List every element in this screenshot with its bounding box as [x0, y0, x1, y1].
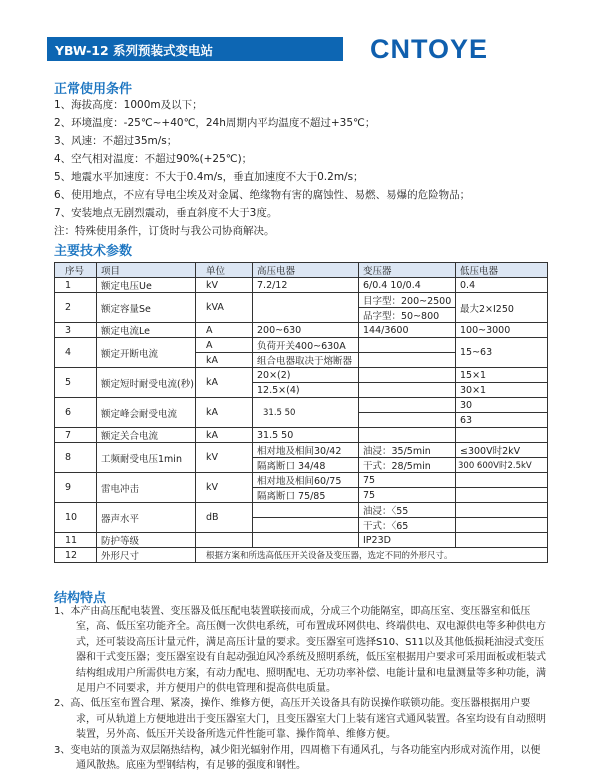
cell [253, 533, 359, 548]
condition-item: 4、空气相对温度：不超过90%(+25℃)； [54, 153, 253, 165]
cell: 0.4 [456, 278, 548, 293]
cell: 3 [55, 323, 97, 338]
cell [253, 503, 359, 518]
cell [359, 398, 456, 413]
cell: 15~63 [456, 338, 548, 368]
cell: 10 [55, 503, 97, 533]
cell: 6/0.4 10/0.4 [359, 278, 456, 293]
cell: 12.5×(4) [253, 383, 359, 398]
table-row [55, 503, 548, 518]
cell: 相对地及相间60/75 [253, 473, 359, 488]
condition-item: 1、海拔高度：1000m及以下； [54, 99, 203, 111]
cell: 额定电压Ue [97, 278, 196, 293]
condition-item: 3、风速：不超过35m/s； [54, 135, 178, 147]
table-row [55, 338, 548, 353]
condition-item: 6、使用地点，不应有导电尘埃及对金属、绝缘物有害的腐蚀性、易燃、易爆的危险物品； [54, 189, 471, 201]
condition-item: 5、地震水平加速度：不大于0.4m/s，垂直加速度不大于0.2m/s； [54, 171, 364, 183]
header-cell: 单位 [196, 263, 253, 278]
cell: IP23D [359, 533, 456, 548]
cell: 额定容量Se [97, 293, 196, 323]
cell [196, 533, 253, 548]
cell [456, 473, 548, 488]
condition-note: 注：特殊使用条件，订货时与我公司协商解决。 [54, 225, 275, 237]
cell: 额定短时耐受电流(秒) [97, 368, 196, 398]
cell: 最大2×I250 [456, 293, 548, 323]
cell: 干式：28/5min [359, 458, 456, 473]
cell: dB [196, 503, 253, 533]
cell: 15×1 [456, 368, 548, 383]
header-cell: 变压器 [359, 263, 456, 278]
cell: 30 [456, 398, 548, 413]
title-bar [47, 37, 343, 61]
cell: A [196, 323, 253, 338]
cell: 9 [55, 473, 97, 503]
cell: 根据方案和所选高低压开关设备及变压器，选定不同的外形尺寸。 [196, 548, 548, 563]
table-row [55, 533, 548, 548]
cell: kV [196, 443, 253, 473]
cell: kV [196, 473, 253, 503]
cell: 11 [55, 533, 97, 548]
cell: 目字型：200~2500 [359, 293, 456, 308]
cell: 2 [55, 293, 97, 323]
header-cell: 项目 [97, 263, 196, 278]
table-row [55, 443, 548, 458]
cell [456, 428, 548, 443]
params-table [54, 262, 548, 563]
cell [359, 428, 456, 443]
cell: kA [196, 398, 253, 428]
cell: 防护等级 [97, 533, 196, 548]
conditions-list [54, 96, 470, 240]
cell: 12 [55, 548, 97, 563]
doc-title: YBW-12 系列预装式变电站 [55, 43, 214, 58]
cell: 75 [359, 473, 456, 488]
cell: 6 [55, 398, 97, 428]
cell: 300 600V时2.5kV [456, 458, 548, 473]
feature-item: 2、高、低压室布置合理、紧凑，操作、维修方便，高压开关设备具有防误操作联锁功能。变压器根据用户要求，可从轨道上方便地进出于变压器室大门，且变压器室大门上装有迷宫式通风装置。各室均设有自动照明装置，另外高、低压开关设备所选元件性能可靠、操作简单、维修方便。 [54, 698, 546, 741]
cell: 4 [55, 338, 97, 368]
table-row [55, 548, 548, 563]
cell: A [196, 338, 253, 353]
brand-logo: CNTOYE [370, 34, 489, 64]
cell: 8 [55, 443, 97, 473]
cell [456, 503, 548, 518]
cell: 额定关合电流 [97, 428, 196, 443]
table-header [55, 263, 548, 278]
cell: kA [196, 353, 253, 368]
header-cell: 低压电器 [456, 263, 548, 278]
cell: 隔离断口 75/85 [253, 488, 359, 503]
feature-item: 3、变电站的顶盖为双层隔热结构，减少阳光辐射作用，四周檐下有通风孔，与各功能室内形成对流作用，以便通风散热。底座为型钢结构，有足够的强度和钢性。 [54, 744, 541, 772]
cell: 负荷开关400~630A [253, 338, 359, 353]
cell [359, 353, 456, 368]
cell: 额定电流Le [97, 323, 196, 338]
cell: 雷电冲击 [97, 473, 196, 503]
cell: 额定峰会耐受电流 [97, 398, 196, 428]
condition-item: 7、安装地点无剧烈震动，垂直斜度不大于3度。 [54, 207, 278, 219]
table-row [55, 473, 548, 488]
cell: 隔离断口 34/48 [253, 458, 359, 473]
cell: 7.2/12 [253, 278, 359, 293]
cell: 油浸：〈55 [359, 503, 456, 518]
cell: 外形尺寸 [97, 548, 196, 563]
feature-item: 1、本产由高压配电装置、变压器及低压配电装置联接而成，分成三个功能隔室，即高压室、变压器室和低压室，高、低压室功能齐全。高压侧一次供电系统，可布置成环网供电、终端供电、双电源供电等多种供电方式，还可装设高压计量元件，满足高压计量的要求。变压器室可选择S10、S11以及其他低损耗油浸式变压器和干式变压器；变压器室设有自起动强迫风冷系统及照明系统，低压室根据用户要求可采用面板或柜装式结构组成用户所需供电方案，有动力配电、照明配电、无功功率补偿、电能计量和电量测量等多种功能，满足用户不同要求，并方便用户的供电管理和提高供电质量。 [54, 606, 546, 695]
header-cell: 序号 [55, 263, 97, 278]
cell: 1 [55, 278, 97, 293]
cell: 20×(2) [253, 368, 359, 383]
section-title-features: 结构特点 [54, 591, 107, 606]
cell: 100~3000 [456, 323, 548, 338]
cell: 30×1 [456, 383, 548, 398]
cell: 相对地及相间30/42 [253, 443, 359, 458]
table-row [55, 368, 548, 383]
table-row [55, 398, 548, 413]
cell [456, 518, 548, 533]
cell: 油浸：35/5min [359, 443, 456, 458]
cell [253, 518, 359, 533]
section-title-params: 主要技术参数 [54, 244, 133, 259]
cell: 工频耐受电压1min [97, 443, 196, 473]
features-list [54, 604, 548, 773]
cell: kA [196, 368, 253, 398]
cell: ≤300V时2kV [456, 443, 548, 458]
cell: 组合电器取决于熔断器 [253, 353, 359, 368]
cell: 63 [456, 413, 548, 428]
cell: 75 [359, 488, 456, 503]
cell: 31.5 50 [253, 398, 359, 428]
cell: 144/3600 [359, 323, 456, 338]
cell [456, 488, 548, 503]
cell [359, 383, 456, 398]
condition-item: 2、环境温度：-25℃~+40℃，24h周期内平均温度不超过+35℃； [54, 117, 376, 129]
cell: 品字型：50~800 [359, 308, 456, 323]
table-row [55, 278, 548, 293]
cell: kVA [196, 293, 253, 323]
cell [359, 368, 456, 383]
cell [456, 533, 548, 548]
cell: 7 [55, 428, 97, 443]
cell: 额定开断电流 [97, 338, 196, 368]
table-row [55, 293, 548, 308]
cell [253, 293, 359, 323]
cell: 5 [55, 368, 97, 398]
header-cell: 高压电器 [253, 263, 359, 278]
cell: kA [196, 428, 253, 443]
cell: kV [196, 278, 253, 293]
cell: 干式：〈65 [359, 518, 456, 533]
cell: 器声水平 [97, 503, 196, 533]
section-title-conditions: 正常使用条件 [54, 82, 133, 97]
cell: 200~630 [253, 323, 359, 338]
cell: 31.5 50 [253, 428, 359, 443]
cell [359, 413, 456, 428]
table-row [55, 323, 548, 338]
table-row [55, 428, 548, 443]
cell [359, 338, 456, 353]
